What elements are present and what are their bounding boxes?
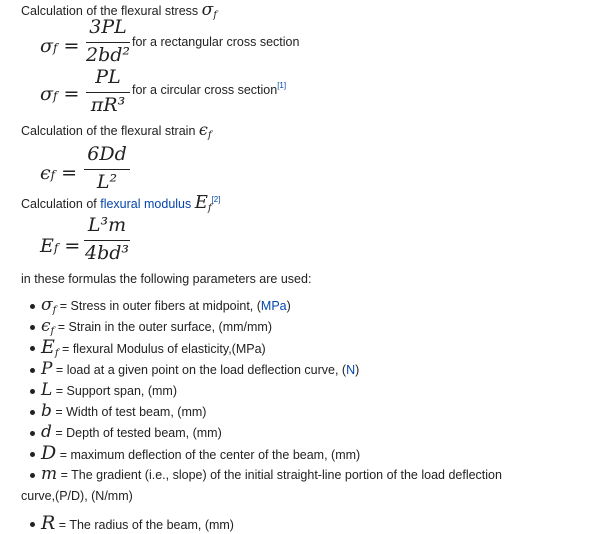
param-text: = Stress in outer fibers at midpoint, (: [56, 299, 261, 313]
params-intro: in these formulas the following parameters are used:: [21, 272, 312, 286]
eq-strain-bar: [84, 169, 130, 170]
param-text: = maximum deflection of the center of the beam, (mm): [56, 448, 361, 462]
param-text: = flexural Modulus of elasticity,(MPa): [58, 342, 266, 356]
param-symbol: σ: [41, 295, 53, 315]
eq-strain-numerator: 6Dd: [87, 143, 127, 165]
strain-heading-text: Calculation of the flexural strain: [21, 124, 196, 138]
modulus-heading: [21, 192, 220, 213]
eq-modulus-bar: [84, 240, 130, 241]
newton-link[interactable]: N: [346, 363, 356, 377]
eq-rect-denominator: 2bd²: [86, 44, 131, 66]
bullet: [30, 410, 35, 415]
eq-rect-numerator: 3PL: [89, 16, 127, 38]
eq-rect-lhs: σf =: [40, 35, 80, 57]
eq-modulus-lhs: Ef =: [40, 235, 81, 257]
bullet: [30, 325, 35, 330]
bullet: [30, 368, 35, 373]
eq-circ-denominator: πR³: [90, 94, 126, 116]
param-symbol: R: [41, 512, 56, 534]
param-symbol: d: [41, 422, 52, 442]
param-text: = load at a given point on the load deflection curve, (: [52, 363, 347, 377]
strain-symbol-sub: f: [207, 130, 212, 141]
strain-symbol: ϵ: [198, 120, 208, 139]
citation-2-link[interactable]: [2]: [211, 195, 221, 204]
param-text: = The gradient (i.e., slope) of the initial straight-line portion of the load deflection: [57, 468, 502, 482]
eq-rect-fraction: [86, 16, 130, 66]
eq-modulus-numerator: L³m: [87, 214, 127, 236]
eq-strain-fraction: [84, 143, 130, 193]
bullet: [30, 452, 35, 457]
eq-rect-bar: [86, 42, 130, 43]
param-text: = Strain in the outer surface, (mm/mm): [54, 320, 273, 334]
param-symbol: P: [41, 359, 53, 379]
mpa-link[interactable]: MPa: [260, 299, 287, 313]
bullet: [30, 522, 35, 527]
stress-symbol-sub: f: [213, 10, 217, 21]
eq-modulus-fraction: [84, 214, 130, 264]
param-symbol: ϵ: [41, 316, 51, 336]
eq-circ-fraction: [86, 66, 130, 116]
param-text: = The radius of the beam, (mm): [55, 518, 234, 532]
modulus-symbol-sub: f: [207, 203, 212, 214]
modulus-symbol: E: [194, 192, 208, 213]
param-text: = Width of test beam, (mm): [51, 405, 207, 419]
param-text: = Support span, (mm): [52, 384, 177, 398]
modulus-heading-text: Calculation of: [21, 197, 97, 211]
flexural-modulus-link[interactable]: flexural modulus: [100, 197, 192, 211]
param-text: = Depth of tested beam, (mm): [51, 426, 222, 440]
bullet: [30, 431, 35, 436]
eq-modulus-denominator: 4bd³: [84, 242, 130, 264]
eq-circ-note: for a circular cross section[1]: [132, 81, 287, 97]
eq-circ-numerator: PL: [95, 66, 121, 88]
eq-strain-denominator: L²: [96, 171, 118, 193]
param-symbol: D: [41, 442, 57, 464]
bullet: [30, 473, 35, 478]
citation-1-link[interactable]: [1]: [277, 81, 287, 90]
m-continuation: curve,(P/D), (N/mm): [21, 489, 133, 503]
stress-symbol: σ: [201, 0, 214, 20]
bullet: [30, 389, 35, 394]
bullet: [30, 304, 35, 309]
bullet: [30, 346, 35, 351]
strain-heading: [21, 120, 212, 139]
eq-strain-lhs: ϵf =: [40, 162, 78, 184]
param-symbol: m: [41, 464, 58, 484]
param-symbol: b: [41, 401, 52, 421]
eq-rect-note: for a rectangular cross section: [132, 35, 300, 49]
eq-circ-bar: [86, 92, 130, 93]
eq-circ-lhs: σf =: [40, 83, 80, 105]
stress-heading-text: Calculation of the flexural stress: [21, 4, 199, 18]
param-symbol: L: [41, 380, 53, 400]
param-symbol: E: [41, 336, 55, 358]
